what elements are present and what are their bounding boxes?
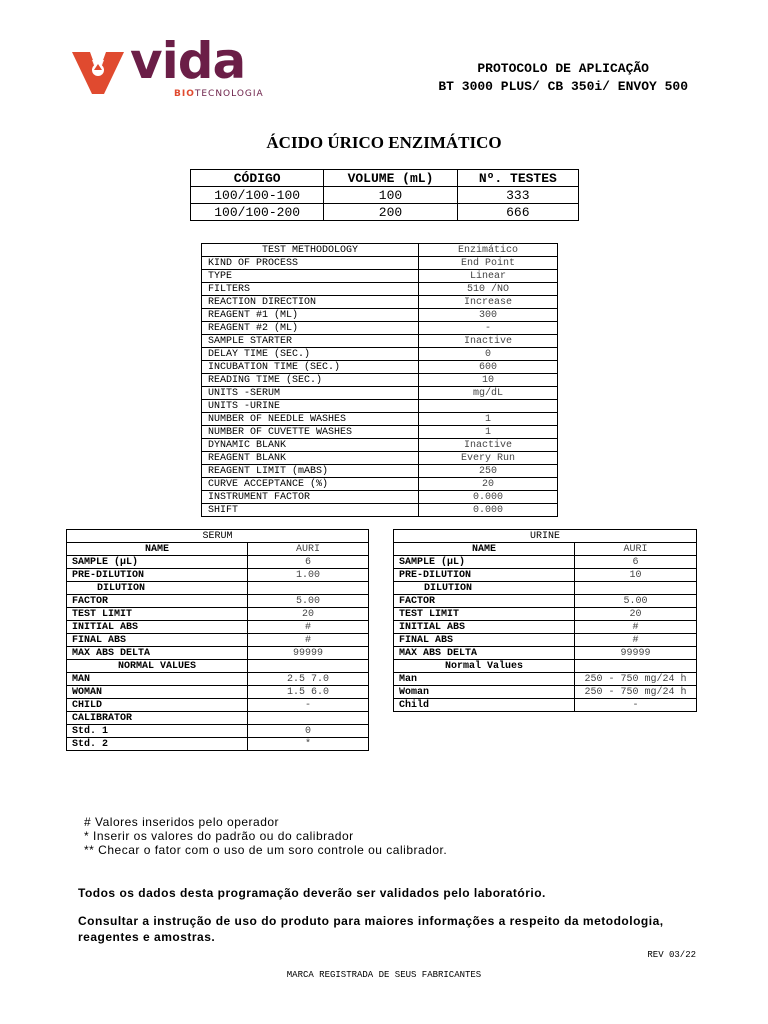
param-name: Child: [394, 699, 575, 712]
param-name: READING TIME (SEC.): [202, 374, 419, 387]
param-name: MAN: [67, 673, 248, 686]
serum-title: SERUM: [67, 530, 369, 543]
brand-logo: [70, 32, 270, 102]
param-value: 1.00: [248, 569, 369, 582]
footnote: * Inserir os valores do padrão ou do calibrador: [84, 829, 354, 843]
table-row: [202, 439, 558, 452]
param-name: Man: [394, 673, 575, 686]
table-row: [394, 699, 697, 712]
param-name: WOMAN: [67, 686, 248, 699]
document-title: ÁCIDO ÚRICO ENZIMÁTICO: [266, 133, 502, 152]
param-value: Every Run: [419, 452, 558, 465]
param-name: UNITS -SERUM: [202, 387, 419, 400]
param-value: 600: [419, 361, 558, 374]
param-name: INCUBATION TIME (SEC.): [202, 361, 419, 374]
param-name: TYPE: [202, 270, 419, 283]
param-name: DILUTION: [394, 582, 575, 595]
param-name: TEST METHODOLOGY: [202, 244, 419, 257]
param-name: MAX ABS DELTA: [67, 647, 248, 660]
param-value: [248, 582, 369, 595]
param-value: mg/dL: [419, 387, 558, 400]
param-value: 20: [575, 608, 697, 621]
param-value: 0: [248, 725, 369, 738]
tests-cell: 666: [457, 204, 578, 221]
table-row: [202, 335, 558, 348]
codes-header-code: CÓDIGO: [191, 170, 324, 187]
table-row: [202, 504, 558, 517]
table-row: [67, 595, 369, 608]
param-name: SAMPLE (µL): [394, 556, 575, 569]
table-row: [394, 595, 697, 608]
param-value: 5.00: [248, 595, 369, 608]
table-row: [202, 478, 558, 491]
param-value: 5.00: [575, 595, 697, 608]
param-name: TEST LIMIT: [67, 608, 248, 621]
param-name: DELAY TIME (SEC.): [202, 348, 419, 361]
param-name: Woman: [394, 686, 575, 699]
table-row: [202, 257, 558, 270]
table-row: [202, 309, 558, 322]
vida-v-icon: [70, 48, 126, 96]
volume-cell: 100: [324, 187, 457, 204]
param-value: -: [419, 322, 558, 335]
param-name: FINAL ABS: [67, 634, 248, 647]
logo-word: vida: [130, 32, 246, 90]
param-name: PRE-DILUTION: [394, 569, 575, 582]
code-cell: 100/100-100: [191, 187, 324, 204]
param-name: SAMPLE STARTER: [202, 335, 419, 348]
table-row: [191, 204, 579, 221]
trademark-notice: MARCA REGISTRADA DE SEUS FABRICANTES: [286, 970, 482, 980]
table-row: [67, 647, 369, 660]
param-value: 6: [248, 556, 369, 569]
validation-notice: Todos os dados desta programação deverão ser validados pelo laboratório.: [78, 886, 546, 900]
urine-table: [393, 529, 697, 712]
codes-header-tests: Nº. TESTES: [457, 170, 578, 187]
param-name: NUMBER OF CUVETTE WASHES: [202, 426, 419, 439]
table-row: [394, 647, 697, 660]
param-name: PRE-DILUTION: [67, 569, 248, 582]
param-value: AURI: [575, 543, 697, 556]
table-row: [67, 699, 369, 712]
param-name: UNITS -URINE: [202, 400, 419, 413]
param-value: [419, 400, 558, 413]
table-row: [202, 400, 558, 413]
protocol-title: PROTOCOLO DE APLICAÇÃO: [477, 61, 649, 76]
param-name: FILTERS: [202, 283, 419, 296]
param-value: Inactive: [419, 335, 558, 348]
code-cell: 100/100-200: [191, 204, 324, 221]
param-name: Std. 2: [67, 738, 248, 751]
param-name: REAGENT LIMIT (mABS): [202, 465, 419, 478]
revision-label: REV 03/22: [647, 950, 696, 960]
param-name: Normal Values: [394, 660, 575, 673]
table-row: [202, 426, 558, 439]
table-row: [67, 556, 369, 569]
table-row: [202, 283, 558, 296]
param-value: 300: [419, 309, 558, 322]
param-value: 510 /NO: [419, 283, 558, 296]
volume-cell: 200: [324, 204, 457, 221]
table-row: [394, 660, 697, 673]
table-row: [67, 608, 369, 621]
footnote: # Valores inseridos pelo operador: [84, 815, 280, 829]
urine-title: URINE: [394, 530, 697, 543]
protocol-header: [438, 60, 688, 96]
table-row: [67, 660, 369, 673]
param-value: -: [248, 699, 369, 712]
table-row: [67, 673, 369, 686]
param-value: [575, 582, 697, 595]
table-row: [67, 569, 369, 582]
codes-header-row: [191, 170, 579, 187]
table-row: [202, 452, 558, 465]
param-value: 20: [419, 478, 558, 491]
tests-cell: 333: [457, 187, 578, 204]
param-value: 6: [575, 556, 697, 569]
table-row: [202, 348, 558, 361]
param-value: 1: [419, 426, 558, 439]
param-value: AURI: [248, 543, 369, 556]
param-value: 250: [419, 465, 558, 478]
param-value: *: [248, 738, 369, 751]
table-row: [394, 621, 697, 634]
param-name: FINAL ABS: [394, 634, 575, 647]
serum-table: [66, 529, 369, 751]
param-name: INITIAL ABS: [67, 621, 248, 634]
param-name: REAGENT #2 (ML): [202, 322, 419, 335]
table-row: [202, 374, 558, 387]
param-value: 99999: [575, 647, 697, 660]
param-value: 0: [419, 348, 558, 361]
param-value: Linear: [419, 270, 558, 283]
table-row: [67, 712, 369, 725]
table-row: [67, 634, 369, 647]
table-row: [67, 621, 369, 634]
table-row: [202, 413, 558, 426]
param-value: #: [248, 621, 369, 634]
param-name: CHILD: [67, 699, 248, 712]
table-row: [202, 244, 558, 257]
param-name: DILUTION: [67, 582, 248, 595]
param-value: 250 - 750 mg/24 h: [575, 673, 697, 686]
consult-notice: Consultar a instrução de uso do produto para maiores informações a respeito da metodologia, reagentes e amostras.: [78, 914, 664, 944]
codes-header-volume: VOLUME (mL): [324, 170, 457, 187]
urine-title-row: [394, 530, 697, 543]
param-value: -: [575, 699, 697, 712]
param-name: CALIBRATOR: [67, 712, 248, 725]
param-name: FACTOR: [67, 595, 248, 608]
param-value: Increase: [419, 296, 558, 309]
protocol-instruments: BT 3000 PLUS/ CB 350i/ ENVOY 500: [438, 79, 688, 94]
footnotes: [84, 815, 447, 857]
param-name: REAGENT BLANK: [202, 452, 419, 465]
param-name: INITIAL ABS: [394, 621, 575, 634]
param-name: NUMBER OF NEEDLE WASHES: [202, 413, 419, 426]
param-value: 250 - 750 mg/24 h: [575, 686, 697, 699]
table-row: [394, 686, 697, 699]
table-row: [394, 673, 697, 686]
param-name: NORMAL VALUES: [67, 660, 248, 673]
param-value: End Point: [419, 257, 558, 270]
param-name: REACTION DIRECTION: [202, 296, 419, 309]
table-row: [394, 543, 697, 556]
table-row: [202, 322, 558, 335]
table-row: [191, 187, 579, 204]
param-value: #: [575, 634, 697, 647]
param-value: 1: [419, 413, 558, 426]
table-row: [394, 556, 697, 569]
table-row: [394, 569, 697, 582]
param-value: [248, 712, 369, 725]
serum-title-row: [67, 530, 369, 543]
table-row: [394, 634, 697, 647]
param-name: KIND OF PROCESS: [202, 257, 419, 270]
param-name: NAME: [394, 543, 575, 556]
param-value: 2.5 7.0: [248, 673, 369, 686]
table-row: [202, 270, 558, 283]
param-value: Enzimático: [419, 244, 558, 257]
table-row: [67, 543, 369, 556]
param-value: 0.000: [419, 491, 558, 504]
param-value: 10: [575, 569, 697, 582]
table-row: [67, 725, 369, 738]
param-value: #: [575, 621, 697, 634]
param-value: [575, 660, 697, 673]
table-row: [394, 582, 697, 595]
param-value: 99999: [248, 647, 369, 660]
param-value: 1.5 6.0: [248, 686, 369, 699]
param-name: CURVE ACCEPTANCE (%): [202, 478, 419, 491]
param-name: NAME: [67, 543, 248, 556]
param-name: Std. 1: [67, 725, 248, 738]
codes-table: [190, 169, 579, 221]
table-row: [202, 491, 558, 504]
param-name: DYNAMIC BLANK: [202, 439, 419, 452]
param-name: INSTRUMENT FACTOR: [202, 491, 419, 504]
param-name: SHIFT: [202, 504, 419, 517]
table-row: [67, 738, 369, 751]
param-value: #: [248, 634, 369, 647]
param-value: 10: [419, 374, 558, 387]
table-row: [202, 387, 558, 400]
table-row: [394, 608, 697, 621]
param-value: 0.000: [419, 504, 558, 517]
param-value: [248, 660, 369, 673]
method-table: [201, 243, 558, 517]
param-name: TEST LIMIT: [394, 608, 575, 621]
param-name: SAMPLE (µL): [67, 556, 248, 569]
table-row: [202, 296, 558, 309]
param-value: 20: [248, 608, 369, 621]
footnote: ** Checar o fator com o uso de um soro controle ou calibrador.: [84, 843, 448, 857]
table-row: [202, 465, 558, 478]
param-name: FACTOR: [394, 595, 575, 608]
param-name: REAGENT #1 (ML): [202, 309, 419, 322]
param-value: Inactive: [419, 439, 558, 452]
table-row: [67, 686, 369, 699]
logo-subtitle: BIOTECNOLOGIA: [174, 89, 264, 99]
param-name: MAX ABS DELTA: [394, 647, 575, 660]
table-row: [67, 582, 369, 595]
table-row: [202, 361, 558, 374]
